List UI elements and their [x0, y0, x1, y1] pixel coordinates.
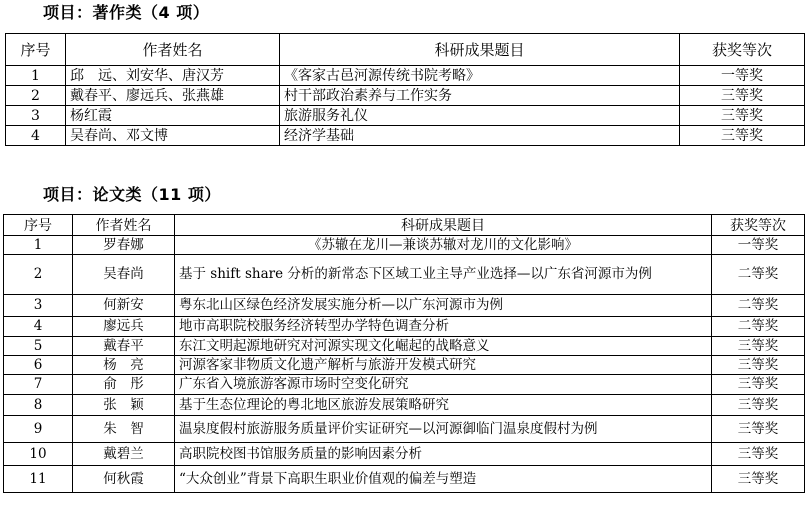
works-table	[5, 33, 805, 146]
table-header-row	[4, 215, 805, 236]
row-number: 5	[4, 337, 73, 356]
row-award: 三等奖	[680, 86, 805, 106]
row-award: 三等奖	[712, 443, 805, 466]
row-award: 三等奖	[680, 126, 805, 146]
row-authors: 戴春平、廖远兵、张燕雄	[66, 86, 280, 106]
table-row	[4, 255, 805, 295]
row-authors: 吴春尚、邓文博	[66, 126, 280, 146]
table-row	[6, 106, 805, 126]
row-award: 二等奖	[712, 255, 805, 295]
row-number: 3	[4, 295, 73, 317]
row-author: 戴碧兰	[73, 443, 175, 466]
header-title: 科研成果题目	[175, 215, 712, 236]
row-number: 2	[6, 86, 66, 106]
row-author: 俞 彤	[73, 375, 175, 395]
header-number: 序号	[4, 215, 73, 236]
row-title: 基于 shift share 分析的新常态下区域工业主导产业选择—以广东省河源市为例	[175, 255, 712, 295]
row-number: 7	[4, 375, 73, 395]
table-row	[6, 66, 805, 86]
row-author: 何新安	[73, 295, 175, 317]
row-number: 1	[6, 66, 66, 86]
row-title: 村干部政治素养与工作实务	[280, 86, 680, 106]
row-authors: 邱 远、刘安华、唐汉芳	[66, 66, 280, 86]
section-title-works: 项目：著作类（4 项）	[43, 3, 210, 22]
header-author: 作者姓名	[73, 215, 175, 236]
table-row	[4, 317, 805, 337]
table-row	[4, 337, 805, 356]
table-row	[4, 375, 805, 395]
row-title: 地市高职院校服务经济转型办学特色调查分析	[175, 317, 712, 337]
row-award: 三等奖	[712, 466, 805, 493]
row-title: 高职院校图书馆服务质量的影响因素分析	[175, 443, 712, 466]
table-row	[4, 395, 805, 416]
row-award: 二等奖	[712, 317, 805, 337]
row-author: 何秋霞	[73, 466, 175, 493]
row-title: 广东省入境旅游客源市场时空变化研究	[175, 375, 712, 395]
row-title: 经济学基础	[280, 126, 680, 146]
row-award: 一等奖	[680, 66, 805, 86]
row-award: 三等奖	[712, 375, 805, 395]
row-author: 廖远兵	[73, 317, 175, 337]
row-award: 二等奖	[712, 295, 805, 317]
row-authors: 杨红霞	[66, 106, 280, 126]
row-number: 6	[4, 356, 73, 375]
row-author: 朱 智	[73, 416, 175, 443]
table-row	[4, 443, 805, 466]
table-row	[4, 356, 805, 375]
row-title: 粤东北山区绿色经济发展实施分析—以广东河源市为例	[175, 295, 712, 317]
row-number: 11	[4, 466, 73, 493]
row-author: 张 颖	[73, 395, 175, 416]
header-award: 获奖等次	[712, 215, 805, 236]
table-row	[4, 416, 805, 443]
row-title: 旅游服务礼仪	[280, 106, 680, 126]
table-row	[4, 236, 805, 255]
row-author: 罗春娜	[73, 236, 175, 255]
table-row	[4, 466, 805, 493]
section-title-papers: 项目：论文类（11 项）	[43, 185, 221, 204]
header-title: 科研成果题目	[280, 34, 680, 66]
row-number: 9	[4, 416, 73, 443]
row-number: 10	[4, 443, 73, 466]
table-row	[4, 295, 805, 317]
row-award: 三等奖	[712, 356, 805, 375]
row-author: 戴春平	[73, 337, 175, 356]
row-title: 河源客家非物质文化遗产解析与旅游开发模式研究	[175, 356, 712, 375]
header-award: 获奖等次	[680, 34, 805, 66]
row-number: 3	[6, 106, 66, 126]
row-title: 温泉度假村旅游服务质量评价实证研究—以河源御临门温泉度假村为例	[175, 416, 712, 443]
row-number: 8	[4, 395, 73, 416]
papers-table	[3, 214, 805, 493]
table-row	[6, 86, 805, 106]
row-number: 4	[6, 126, 66, 146]
row-award: 三等奖	[712, 395, 805, 416]
header-authors: 作者姓名	[66, 34, 280, 66]
row-title: “大众创业”背景下高职生职业价值观的偏差与塑造	[175, 466, 712, 493]
row-number: 4	[4, 317, 73, 337]
row-award: 一等奖	[712, 236, 805, 255]
table-row	[6, 126, 805, 146]
row-author: 杨 亮	[73, 356, 175, 375]
row-number: 2	[4, 255, 73, 295]
table-header-row	[6, 34, 805, 66]
row-number: 1	[4, 236, 73, 255]
row-title: 《苏辙在龙川—兼谈苏辙对龙川的文化影响》	[175, 236, 712, 255]
row-award: 三等奖	[712, 337, 805, 356]
row-title: 基于生态位理论的粤北地区旅游发展策略研究	[175, 395, 712, 416]
row-award: 三等奖	[680, 106, 805, 126]
row-title: 《客家古邑河源传统书院考略》	[280, 66, 680, 86]
row-author: 吴春尚	[73, 255, 175, 295]
row-award: 三等奖	[712, 416, 805, 443]
row-title: 东江文明起源地研究对河源实现文化崛起的战略意义	[175, 337, 712, 356]
header-number: 序号	[6, 34, 66, 66]
